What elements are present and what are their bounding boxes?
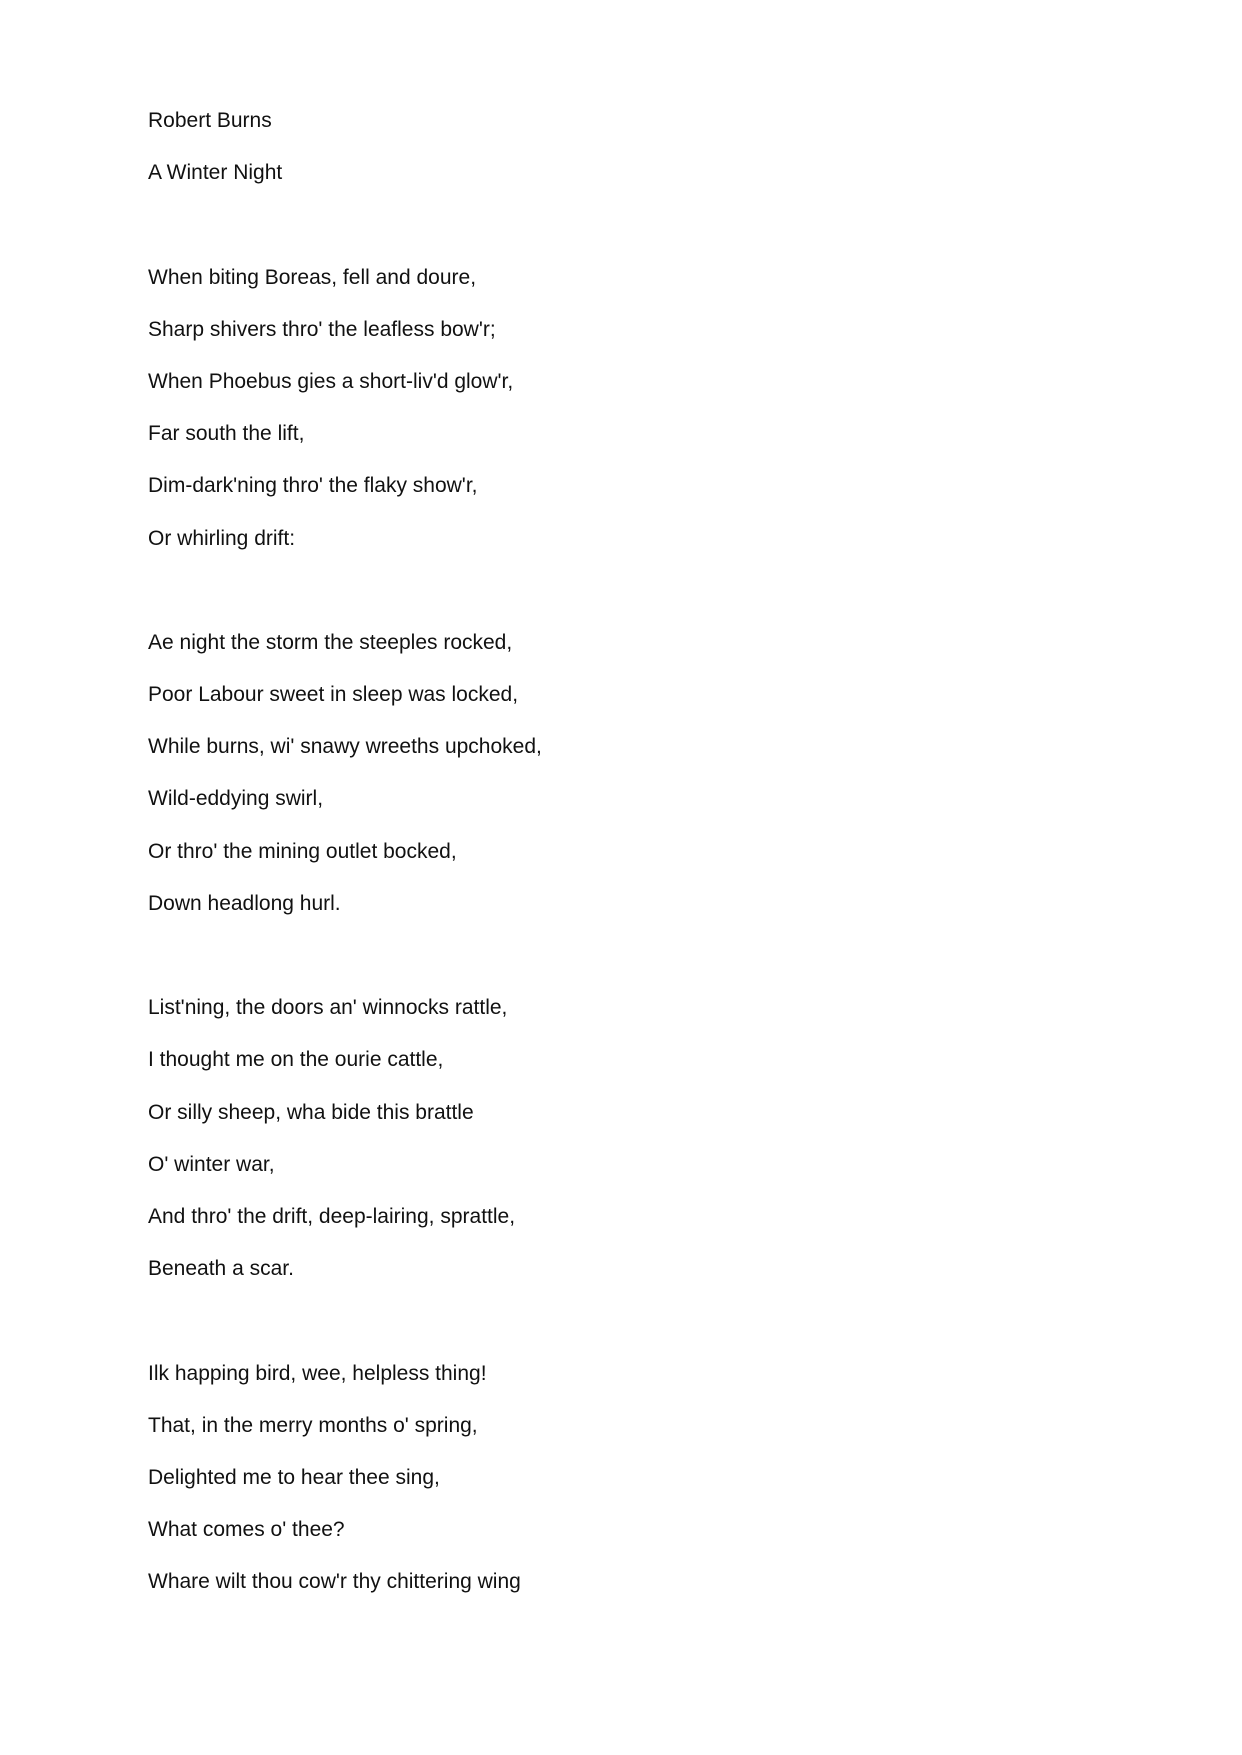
verse-line: Dim-dark'ning thro' the flaky show'r, [148, 474, 478, 498]
verse-line: List'ning, the doors an' winnocks rattle, [148, 996, 508, 1020]
stanza-1 [148, 265, 1148, 552]
verse-line: Or whirling drift: [148, 526, 296, 550]
verse-line: Poor Labour sweet in sleep was locked, [148, 683, 519, 707]
verse-line: When biting Boreas, fell and doure, [148, 265, 477, 289]
verse-line: Ilk happing bird, wee, helpless thing! [148, 1361, 487, 1385]
verse-line: That, in the merry months o' spring, [148, 1413, 478, 1437]
verse-line: And thro' the drift, deep-lairing, sprattle, [148, 1204, 516, 1228]
stanza-3 [148, 995, 1148, 1282]
stanza-gap [148, 1308, 1148, 1334]
stanza-gap [148, 943, 1148, 969]
verse-line: I thought me on the ourie cattle, [148, 1048, 444, 1072]
verse-line: Beneath a scar. [148, 1257, 294, 1281]
stanza-gap [148, 212, 1148, 238]
stanza-gap [148, 578, 1148, 604]
verse-line: When Phoebus gies a short-liv'd glow'r, [148, 369, 514, 393]
verse-line: O' winter war, [148, 1152, 275, 1176]
verse-line: Or silly sheep, wha bide this brattle [148, 1100, 474, 1124]
verse-line: Down headlong hurl. [148, 891, 341, 915]
verse-line: What comes o' thee? [148, 1518, 345, 1542]
verse-line: Wild-eddying swirl, [148, 787, 324, 811]
verse-line: Far south the lift, [148, 422, 305, 446]
stanza-2 [148, 630, 1148, 917]
poem-title: A Winter Night [148, 161, 283, 185]
verse-line: Sharp shivers thro' the leafless bow'r; [148, 317, 496, 341]
verse-line: While burns, wi' snawy wreeths upchoked, [148, 735, 542, 759]
verse-line: Or thro' the mining outlet bocked, [148, 839, 457, 863]
author-line: Robert Burns [148, 109, 272, 132]
verse-line: Whare wilt thou cow'r thy chittering wing [148, 1570, 521, 1594]
stanza-4 [148, 1361, 1148, 1596]
document-page [148, 108, 1148, 1621]
verse-line: Ae night the storm the steeples rocked, [148, 630, 513, 654]
verse-line: Delighted me to hear thee sing, [148, 1465, 440, 1489]
